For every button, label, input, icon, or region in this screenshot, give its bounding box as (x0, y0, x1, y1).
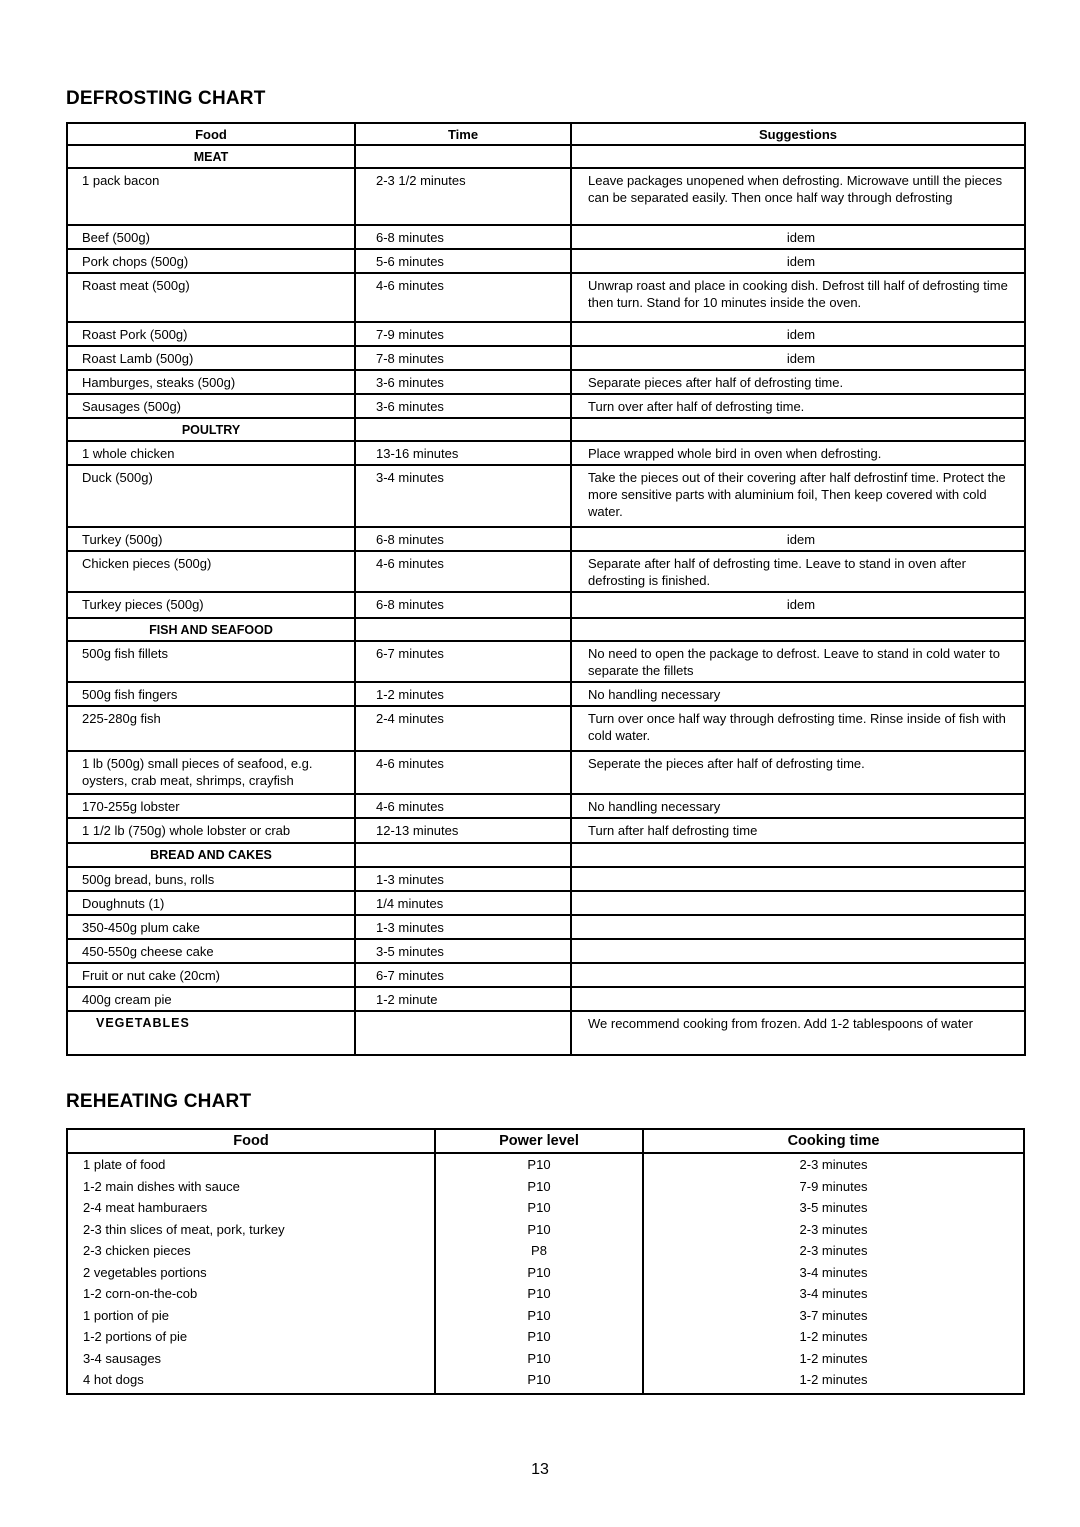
suggestion-cell: idem (571, 322, 1025, 346)
power-cell: P10 (435, 1283, 643, 1305)
time-cell: 2-3 1/2 minutes (355, 168, 571, 225)
time-cell: 1-3 minutes (355, 867, 571, 891)
table-row (67, 867, 1025, 891)
table-row (67, 1197, 1024, 1219)
time-cell: 6-8 minutes (355, 527, 571, 551)
food-cell: Duck (500g) (67, 465, 355, 527)
food-cell: 1 portion of pie (67, 1305, 435, 1327)
reheating-table (66, 1128, 1025, 1395)
cooking-time-cell: 1-2 minutes (643, 1326, 1024, 1348)
food-cell: 400g cream pie (67, 987, 355, 1011)
food-cell: Fruit or nut cake (20cm) (67, 963, 355, 987)
suggestion-cell: Turn over after half of defrosting time. (571, 394, 1025, 418)
food-cell: Hamburges, steaks (500g) (67, 370, 355, 394)
time-cell: 1/4 minutes (355, 891, 571, 915)
time-cell: 3-4 minutes (355, 465, 571, 527)
table-row (67, 751, 1025, 794)
category-label: MEAT (67, 145, 355, 168)
time-cell: 4-6 minutes (355, 551, 571, 592)
time-cell: 6-7 minutes (355, 963, 571, 987)
time-cell: 12-13 minutes (355, 818, 571, 843)
time-cell: 13-16 minutes (355, 441, 571, 465)
suggestion-cell: No handling necessary (571, 794, 1025, 818)
power-cell: P8 (435, 1240, 643, 1262)
table-row (67, 794, 1025, 818)
table-row (67, 370, 1025, 394)
food-cell: Turkey pieces (500g) (67, 592, 355, 618)
suggestion-cell: Take the pieces out of their covering after half defrostinf time. Protect the more sensitive parts with aluminium foil, Then keep covered with cold water. (571, 465, 1025, 527)
table-row (67, 225, 1025, 249)
power-cell: P10 (435, 1197, 643, 1219)
power-cell: P10 (435, 1348, 643, 1370)
cooking-time-cell: 3-5 minutes (643, 1197, 1024, 1219)
time-cell: 1-3 minutes (355, 915, 571, 939)
table-row (67, 346, 1025, 370)
table-row (67, 939, 1025, 963)
time-cell: 7-8 minutes (355, 346, 571, 370)
food-cell: 500g bread, buns, rolls (67, 867, 355, 891)
category-time-empty (355, 418, 571, 441)
food-cell: Sausages (500g) (67, 394, 355, 418)
food-cell: 4 hot dogs (67, 1369, 435, 1394)
power-cell: P10 (435, 1153, 643, 1176)
food-cell: 1-2 main dishes with sauce (67, 1176, 435, 1198)
category-suggestion (571, 145, 1025, 168)
power-cell: P10 (435, 1176, 643, 1198)
power-cell: P10 (435, 1219, 643, 1241)
power-cell: P10 (435, 1305, 643, 1327)
suggestion-cell: Unwrap roast and place in cooking dish. Defrost till half of defrosting time then turn. Stand for 10 minutes inside the oven. (571, 273, 1025, 322)
table-row (67, 987, 1025, 1011)
table-row (67, 322, 1025, 346)
food-cell: 450-550g cheese cake (67, 939, 355, 963)
suggestion-cell: idem (571, 527, 1025, 551)
food-cell: 1-2 corn-on-the-cob (67, 1283, 435, 1305)
table-row (67, 1262, 1024, 1284)
food-cell: 350-450g plum cake (67, 915, 355, 939)
suggestion-cell (571, 891, 1025, 915)
time-cell: 7-9 minutes (355, 322, 571, 346)
suggestion-cell: Turn after half defrosting time (571, 818, 1025, 843)
time-cell: 3-5 minutes (355, 939, 571, 963)
food-cell: Pork chops (500g) (67, 249, 355, 273)
cooking-time-cell: 1-2 minutes (643, 1348, 1024, 1370)
suggestion-cell (571, 915, 1025, 939)
defrost-body (67, 145, 1025, 1055)
food-cell: 500g fish fillets (67, 641, 355, 682)
food-cell: Turkey (500g) (67, 527, 355, 551)
food-cell: 225-280g fish (67, 706, 355, 751)
category-label: POULTRY (67, 418, 355, 441)
suggestion-cell: Place wrapped whole bird in oven when defrosting. (571, 441, 1025, 465)
food-cell: 2-4 meat hamburaers (67, 1197, 435, 1219)
time-cell: 6-8 minutes (355, 592, 571, 618)
suggestion-cell: idem (571, 592, 1025, 618)
reheat-header-row (67, 1129, 1024, 1153)
category-time-empty (355, 145, 571, 168)
table-row (67, 1305, 1024, 1327)
time-cell: 6-7 minutes (355, 641, 571, 682)
suggestion-cell: No handling necessary (571, 682, 1025, 706)
suggestion-cell: Seperate the pieces after half of defrosting time. (571, 751, 1025, 794)
cooking-time-cell: 2-3 minutes (643, 1219, 1024, 1241)
table-row (67, 1176, 1024, 1198)
suggestion-cell: idem (571, 225, 1025, 249)
food-cell: Chicken pieces (500g) (67, 551, 355, 592)
food-cell: 1 pack bacon (67, 168, 355, 225)
food-cell: Beef (500g) (67, 225, 355, 249)
suggestion-cell: idem (571, 249, 1025, 273)
category-suggestion (571, 418, 1025, 441)
food-cell: Roast Lamb (500g) (67, 346, 355, 370)
header-time: Time (355, 123, 571, 145)
category-suggestion (571, 843, 1025, 867)
table-row (67, 249, 1025, 273)
table-row (67, 1326, 1024, 1348)
category-time-empty (355, 618, 571, 641)
food-cell: 1 1/2 lb (750g) whole lobster or crab (67, 818, 355, 843)
cooking-time-cell: 3-7 minutes (643, 1305, 1024, 1327)
power-cell: P10 (435, 1326, 643, 1348)
table-row (67, 963, 1025, 987)
food-cell: Roast meat (500g) (67, 273, 355, 322)
table-row (67, 1283, 1024, 1305)
table-row (67, 441, 1025, 465)
suggestion-cell (571, 963, 1025, 987)
table-row (67, 1219, 1024, 1241)
defrosting-table (66, 122, 1026, 1056)
cooking-time-cell: 3-4 minutes (643, 1283, 1024, 1305)
suggestion-cell: No need to open the package to defrost. Leave to stand in cold water to separate the fillets (571, 641, 1025, 682)
category-row-bread (67, 843, 1025, 867)
time-cell: 5-6 minutes (355, 249, 571, 273)
food-cell: 1 plate of food (67, 1153, 435, 1176)
reheat-body (67, 1153, 1024, 1394)
category-row-vegetables (67, 1011, 1025, 1055)
category-time-empty (355, 1011, 571, 1055)
food-cell: 2 vegetables portions (67, 1262, 435, 1284)
time-cell: 4-6 minutes (355, 794, 571, 818)
power-cell: P10 (435, 1369, 643, 1394)
suggestion-cell (571, 867, 1025, 891)
time-cell: 6-8 minutes (355, 225, 571, 249)
category-row-meat (67, 145, 1025, 168)
food-cell: 3-4 sausages (67, 1348, 435, 1370)
table-row (67, 273, 1025, 322)
suggestion-cell: Turn over once half way through defrosting time. Rinse inside of fish with cold water. (571, 706, 1025, 751)
time-cell: 4-6 minutes (355, 273, 571, 322)
time-cell: 3-6 minutes (355, 394, 571, 418)
time-cell: 2-4 minutes (355, 706, 571, 751)
time-cell: 1-2 minutes (355, 682, 571, 706)
table-row (67, 168, 1025, 225)
food-cell: 170-255g lobster (67, 794, 355, 818)
suggestion-cell: Leave packages unopened when defrosting. Microwave untill the pieces can be separated easily. Then once half way through defrosting (571, 168, 1025, 225)
cooking-time-cell: 2-3 minutes (643, 1153, 1024, 1176)
table-row (67, 465, 1025, 527)
category-label: FISH AND SEAFOOD (67, 618, 355, 641)
table-row (67, 1369, 1024, 1394)
table-row (67, 527, 1025, 551)
power-cell: P10 (435, 1262, 643, 1284)
food-cell: Doughnuts (1) (67, 891, 355, 915)
header-power-level: Power level (435, 1129, 643, 1153)
food-cell: 1 lb (500g) small pieces of seafood, e.g. oysters, crab meat, shrimps, crayfish (67, 751, 355, 794)
category-label: VEGETABLES (67, 1011, 355, 1055)
table-row (67, 641, 1025, 682)
table-row (67, 394, 1025, 418)
category-label: BREAD AND CAKES (67, 843, 355, 867)
food-cell: 1-2 portions of pie (67, 1326, 435, 1348)
category-row-fish (67, 618, 1025, 641)
food-cell: 1 whole chicken (67, 441, 355, 465)
header-suggestions: Suggestions (571, 123, 1025, 145)
header-food: Food (67, 1129, 435, 1153)
cooking-time-cell: 2-3 minutes (643, 1240, 1024, 1262)
time-cell: 1-2 minute (355, 987, 571, 1011)
table-row (67, 1240, 1024, 1262)
cooking-time-cell: 3-4 minutes (643, 1262, 1024, 1284)
table-row (67, 915, 1025, 939)
suggestion-cell (571, 939, 1025, 963)
reheating-chart-title: REHEATING CHART (66, 1091, 252, 1112)
food-cell: Roast Pork (500g) (67, 322, 355, 346)
table-row (67, 706, 1025, 751)
defrosting-chart-title: DEFROSTING CHART (66, 88, 266, 109)
suggestion-cell: idem (571, 346, 1025, 370)
time-cell: 4-6 minutes (355, 751, 571, 794)
table-row (67, 551, 1025, 592)
suggestion-cell: Separate pieces after half of defrosting time. (571, 370, 1025, 394)
time-cell: 3-6 minutes (355, 370, 571, 394)
suggestion-cell: Separate after half of defrosting time. Leave to stand in oven after defrosting is finished. (571, 551, 1025, 592)
table-row (67, 891, 1025, 915)
table-row (67, 682, 1025, 706)
food-cell: 2-3 thin slices of meat, pork, turkey (67, 1219, 435, 1241)
category-time-empty (355, 843, 571, 867)
food-cell: 500g fish fingers (67, 682, 355, 706)
category-row-poultry (67, 418, 1025, 441)
table-row (67, 1153, 1024, 1176)
table-row (67, 592, 1025, 618)
header-cooking-time: Cooking time (643, 1129, 1024, 1153)
table-row (67, 818, 1025, 843)
category-suggestion: We recommend cooking from frozen. Add 1-2 tablespoons of water (571, 1011, 1025, 1055)
header-food: Food (67, 123, 355, 145)
defrost-header-row (67, 123, 1025, 145)
category-suggestion (571, 618, 1025, 641)
cooking-time-cell: 7-9 minutes (643, 1176, 1024, 1198)
table-row (67, 1348, 1024, 1370)
food-cell: 2-3 chicken pieces (67, 1240, 435, 1262)
cooking-time-cell: 1-2 minutes (643, 1369, 1024, 1394)
suggestion-cell (571, 987, 1025, 1011)
page-number: 13 (531, 1461, 549, 1478)
